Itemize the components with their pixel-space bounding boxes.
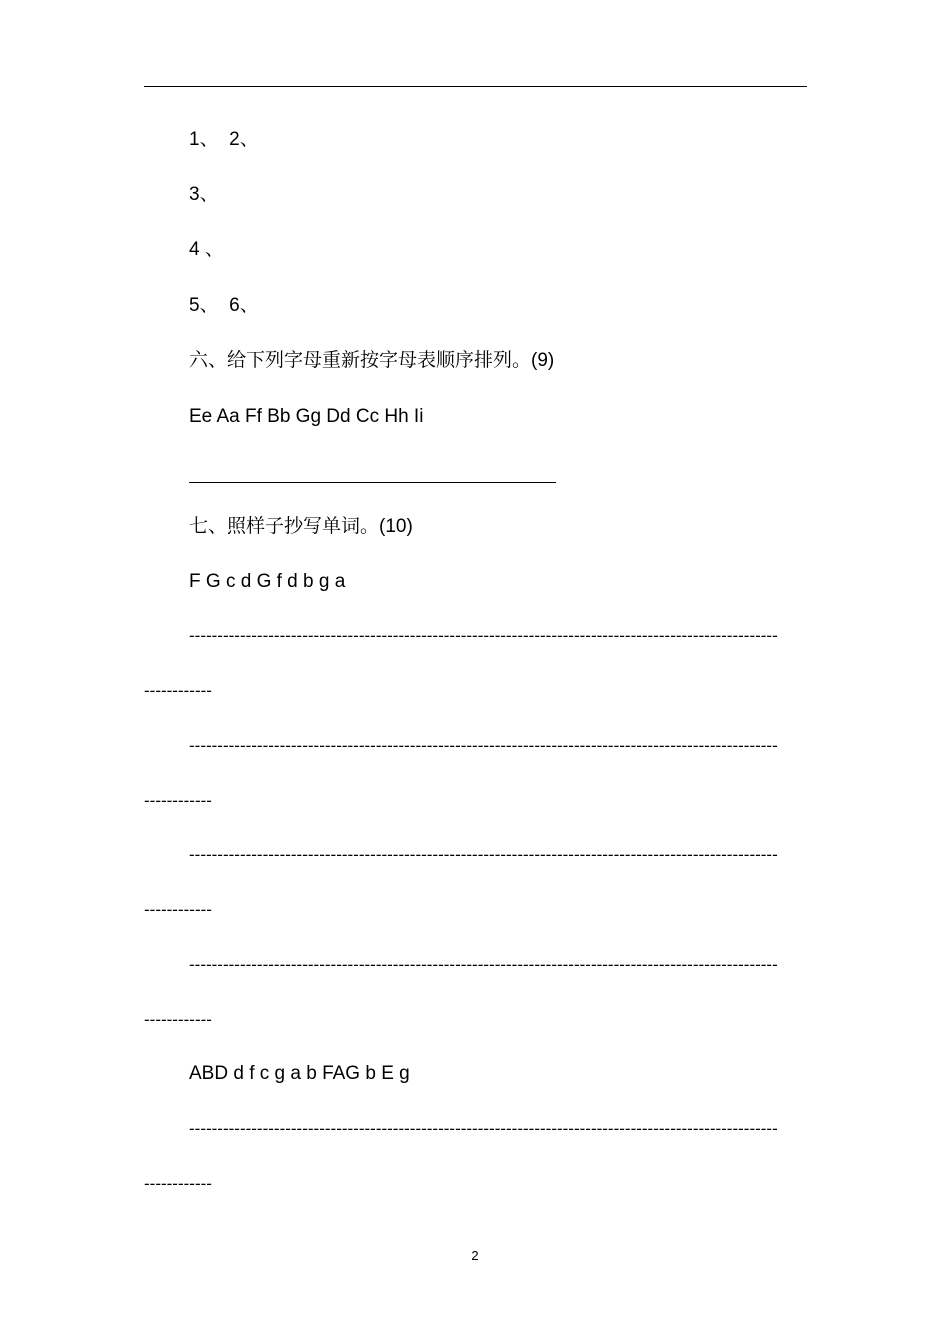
question-7-heading: 七、照样子抄写单词。(10) (189, 516, 413, 537)
question-7-model-1: F G c d G f d b g a (189, 571, 346, 592)
question-6-letters: Ee Aa Ff Bb Gg Dd Cc Hh Ii (189, 406, 424, 427)
question-6-answer-line (189, 482, 556, 483)
copy-line-4-tail: ------------ (144, 1010, 212, 1029)
question-6-heading: 六、给下列字母重新按字母表顺序排列。(9) (189, 350, 555, 371)
page-number: 2 (471, 1248, 479, 1263)
copy-line-4: -------------------------------------------------------------------------------------------------------- (189, 955, 778, 974)
answer-item-3: 3、 (189, 184, 219, 205)
copy-line-2-tail: ------------ (144, 791, 212, 810)
copy-line-5: -------------------------------------------------------------------------------------------------------- (189, 1119, 778, 1138)
copy-line-5-tail: ------------ (144, 1174, 212, 1193)
answer-items-5-6: 5、 6、 (189, 295, 259, 316)
copy-line-3-tail: ------------ (144, 900, 212, 919)
copy-line-3: -------------------------------------------------------------------------------------------------------- (189, 845, 778, 864)
copy-line-1-tail: ------------ (144, 681, 212, 700)
copy-line-2: -------------------------------------------------------------------------------------------------------- (189, 736, 778, 755)
question-7-model-2: ABD d f c g a b FAG b E g (189, 1063, 410, 1084)
header-rule (144, 86, 807, 87)
answer-items-1-2: 1、 2、 (189, 129, 259, 150)
answer-item-4: 4 、 (189, 239, 224, 260)
copy-line-1: -------------------------------------------------------------------------------------------------------- (189, 626, 778, 645)
